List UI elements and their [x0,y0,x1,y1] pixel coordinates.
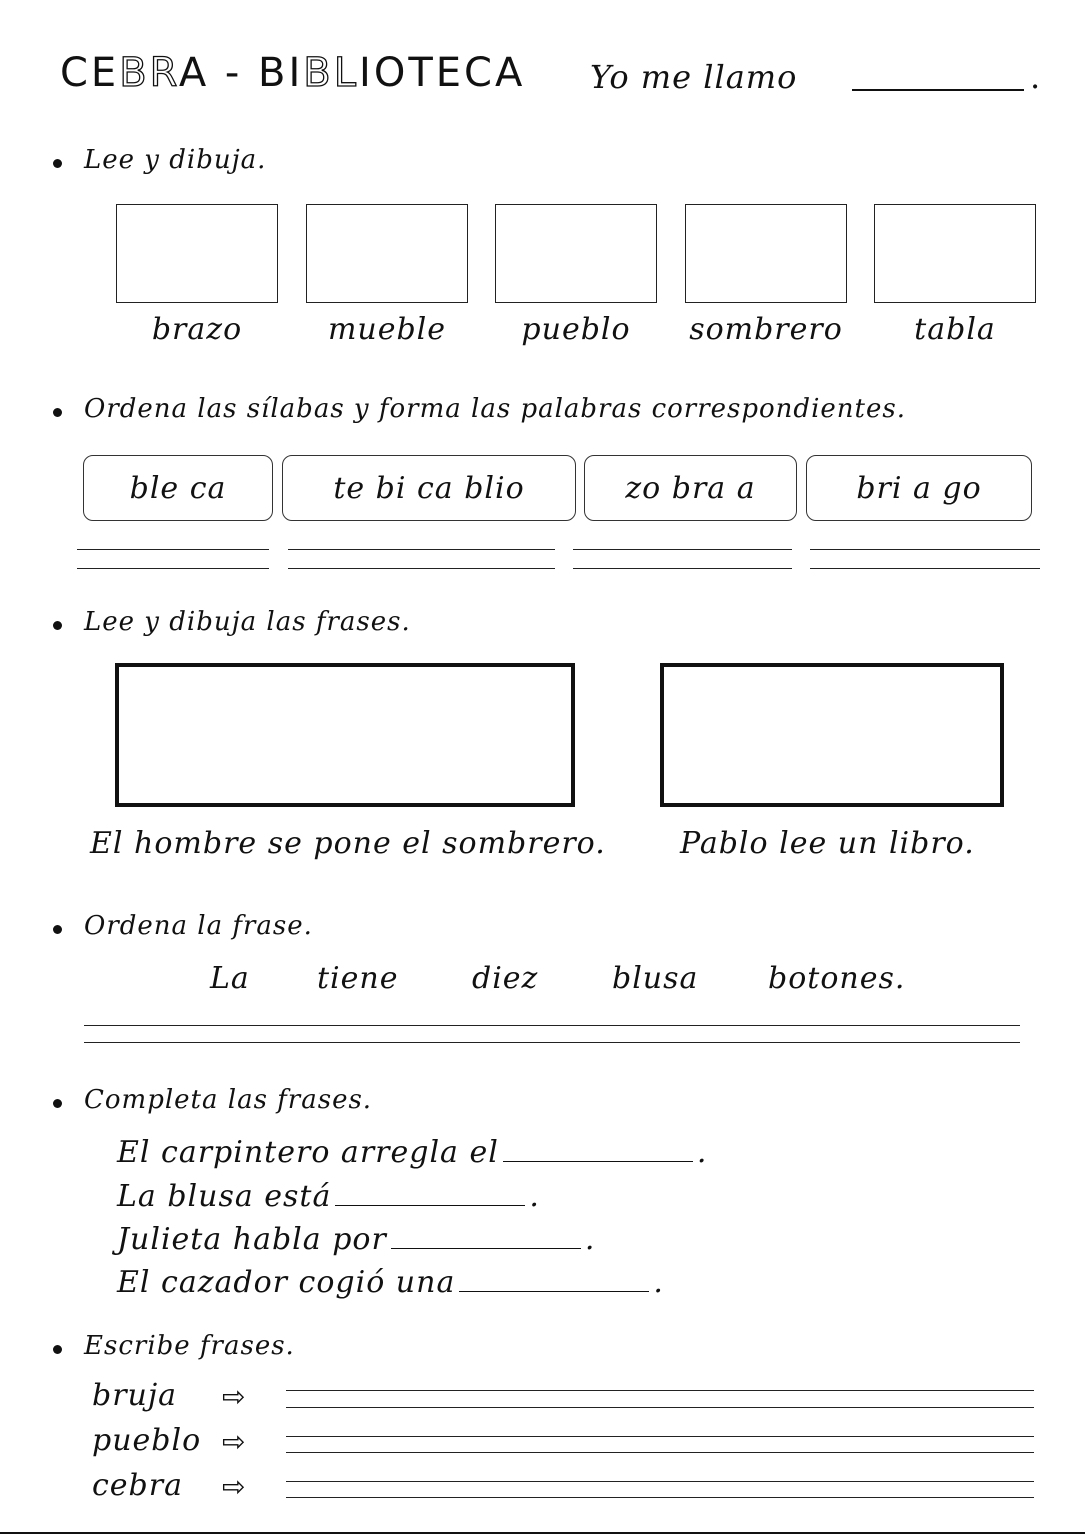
complete-sentence [117,1135,707,1170]
writing-line[interactable] [77,549,269,550]
bullet-icon [53,925,62,934]
title-part: IOTECA [359,50,526,96]
writing-line[interactable] [573,568,792,569]
right-arrow-icon: ⇨ [222,1425,246,1458]
bullet-icon [53,621,62,630]
title-part: A - BI [178,50,304,96]
page-bottom-rule [0,1532,1085,1534]
scrambled-word: blusa [612,961,699,996]
answer-blank[interactable] [503,1161,693,1162]
name-label: Yo me llamo [590,58,798,96]
scrambled-word: tiene [317,961,399,996]
sentence-end: . [653,1265,664,1300]
instruction-write-sentences: Escribe frases. [84,1331,295,1361]
bullet-icon [53,1099,62,1108]
writing-line[interactable] [810,568,1040,569]
instruction-read-draw-sentences: Lee y dibuja las frases. [84,607,411,637]
writing-line[interactable] [286,1452,1034,1453]
drawing-box[interactable] [495,204,657,303]
writing-line[interactable] [84,1042,1020,1043]
writing-line[interactable] [286,1407,1034,1408]
title-part: CE [60,50,120,96]
scrambled-word: La [210,961,250,996]
sentence-text: El cazador cogió una [117,1265,456,1300]
writing-line[interactable] [286,1436,1034,1437]
sentence-text: La blusa está [117,1179,332,1214]
title-part-outlined: BR [119,50,179,96]
writing-line[interactable] [288,568,555,569]
scrambled-word: diez [472,961,539,996]
complete-sentence [117,1265,664,1300]
answer-blank[interactable] [459,1291,649,1292]
syllable-box [806,455,1032,521]
syllable-box [584,455,797,521]
name-end: . [1030,58,1041,96]
instruction-read-draw: Lee y dibuja. [84,145,267,175]
prompt-word: pueblo [92,1423,202,1458]
sentence-end: . [529,1179,540,1214]
bullet-icon [53,159,62,168]
bullet-icon [53,408,62,417]
word-label: brazo [151,312,243,347]
syllable-group: ble ca [129,470,227,506]
prompt-word: bruja [92,1378,178,1413]
word-label: pueblo [521,312,631,347]
word-label: tabla [914,312,996,347]
instruction-order-syllables: Ordena las sílabas y forma las palabras correspondientes. [84,394,906,424]
drawing-box[interactable] [874,204,1036,303]
answer-blank[interactable] [335,1205,525,1206]
syllable-group: te bi ca blio [333,470,525,506]
writing-line[interactable] [288,549,555,550]
sentence-drawing-box[interactable] [660,663,1004,807]
writing-line[interactable] [77,568,269,569]
writing-line[interactable] [573,549,792,550]
writing-line[interactable] [810,549,1040,550]
instruction-complete: Completa las frases. [84,1085,373,1115]
writing-line[interactable] [84,1025,1020,1026]
answer-blank[interactable] [391,1248,581,1249]
writing-line[interactable] [286,1481,1034,1482]
sentence-text: El carpintero arregla el [117,1135,499,1170]
right-arrow-icon: ⇨ [222,1470,246,1503]
syllable-group: zo bra a [625,470,756,506]
sentence-text: Julieta habla por [117,1222,387,1257]
scrambled-word: botones. [768,961,906,996]
syllable-group: bri a go [856,470,982,506]
writing-line[interactable] [286,1497,1034,1498]
complete-sentence [117,1179,540,1214]
drawing-box[interactable] [306,204,468,303]
drawing-box[interactable] [116,204,278,303]
syllable-box [83,455,273,521]
sentence-end: . [584,1222,596,1257]
right-arrow-icon: ⇨ [222,1380,246,1413]
word-label: mueble [327,312,447,347]
title-part-outlined: BL [303,50,360,96]
complete-sentence [117,1222,595,1257]
name-blank[interactable] [852,89,1024,91]
sentence-end: . [696,1135,708,1170]
sentence-drawing-box[interactable] [115,663,575,807]
prompt-word: cebra [92,1468,183,1503]
syllable-box [282,455,576,521]
sentence-label: El hombre se pone el sombrero. [90,826,606,861]
word-label: sombrero [689,312,843,347]
bullet-icon [53,1345,62,1354]
sentence-label: Pablo lee un libro. [680,826,975,861]
worksheet-title [60,50,525,96]
drawing-box[interactable] [685,204,847,303]
instruction-order-sentence: Ordena la frase. [84,911,313,941]
writing-line[interactable] [286,1390,1034,1391]
